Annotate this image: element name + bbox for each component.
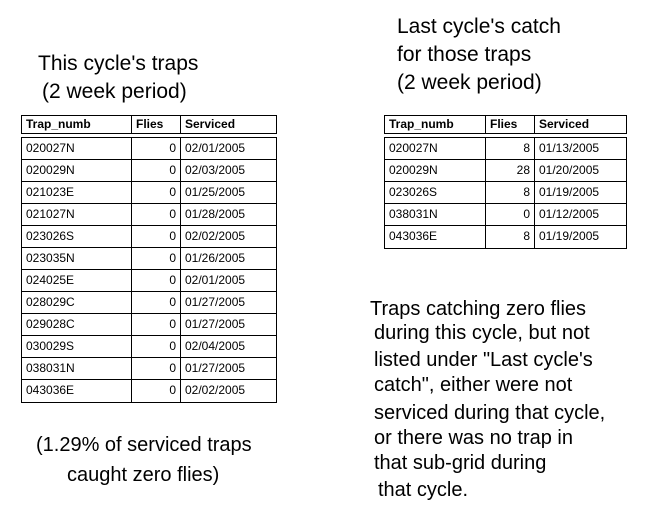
- cell-serviced: 01/28/2005: [185, 207, 246, 221]
- cell-serviced: 02/03/2005: [185, 163, 246, 177]
- table-row: [385, 204, 626, 226]
- cell-flies: 0: [132, 248, 181, 269]
- last-cycle-catch-table: [384, 115, 627, 249]
- cell-trap-numb: 038031N: [22, 358, 132, 379]
- note-line: serviced during that cycle,: [374, 402, 606, 424]
- table-row: [22, 182, 276, 204]
- right-heading-line2: for those traps: [397, 43, 532, 66]
- table-row: [22, 226, 276, 248]
- left-heading-line2: (2 week period): [42, 80, 187, 103]
- cell-flies: 0: [132, 292, 181, 313]
- cell-flies: 0: [132, 358, 181, 379]
- cell-trap-numb: 020027N: [22, 138, 132, 159]
- cell-serviced: 02/01/2005: [185, 141, 246, 155]
- table-row: [385, 138, 626, 160]
- note-line: catch", either were not: [374, 374, 573, 396]
- cell-flies: 0: [132, 160, 181, 181]
- this-cycle-traps-table: [21, 115, 277, 403]
- cell-trap-numb: 023026S: [385, 182, 486, 203]
- column-header-flies: Flies: [132, 116, 181, 133]
- cell-flies: 0: [132, 270, 181, 291]
- table-row: [385, 182, 626, 204]
- cell-trap-numb: 021023E: [22, 182, 132, 203]
- table-body: [384, 137, 627, 249]
- cell-serviced: 01/25/2005: [185, 185, 246, 199]
- cell-serviced: 01/19/2005: [539, 229, 600, 243]
- cell-flies: 0: [486, 204, 535, 225]
- right-heading-line3: (2 week period): [397, 71, 542, 94]
- note-line: listed under "Last cycle's: [374, 349, 593, 371]
- cell-serviced: 02/02/2005: [185, 229, 246, 243]
- cell-trap-numb: 020029N: [385, 160, 486, 181]
- column-header-serviced: Serviced: [185, 117, 236, 131]
- cell-serviced: 01/20/2005: [539, 163, 600, 177]
- note-line: that sub-grid during: [374, 452, 547, 474]
- cell-serviced: 01/27/2005: [185, 361, 246, 375]
- column-header-serviced: Serviced: [539, 117, 590, 131]
- cell-trap-numb: 021027N: [22, 204, 132, 225]
- note-line: Traps catching zero flies: [370, 298, 587, 320]
- cell-serviced: 01/27/2005: [185, 295, 246, 309]
- cell-flies: 28: [486, 160, 535, 181]
- table-row: [22, 160, 276, 182]
- cell-serviced: 01/26/2005: [185, 251, 246, 265]
- table-row: [22, 270, 276, 292]
- table-row: [385, 160, 626, 182]
- cell-flies: 8: [486, 226, 535, 248]
- table-row: [22, 358, 276, 380]
- cell-serviced: 02/02/2005: [185, 383, 246, 397]
- table-row: [22, 204, 276, 226]
- cell-trap-numb: 023035N: [22, 248, 132, 269]
- column-header-trap-numb: Trap_numb: [385, 116, 486, 133]
- cell-trap-numb: 020029N: [22, 160, 132, 181]
- cell-flies: 0: [132, 182, 181, 203]
- table-row: [22, 314, 276, 336]
- cell-serviced: 01/27/2005: [185, 317, 246, 331]
- table-row: [22, 336, 276, 358]
- cell-flies: 0: [132, 226, 181, 247]
- note-line: during this cycle, but not: [374, 322, 590, 344]
- cell-trap-numb: 024025E: [22, 270, 132, 291]
- cell-flies: 0: [132, 204, 181, 225]
- note-line: that cycle.: [378, 479, 469, 501]
- cell-serviced: 01/19/2005: [539, 185, 600, 199]
- cell-trap-numb: 038031N: [385, 204, 486, 225]
- table-header: [384, 115, 627, 134]
- table-header: [21, 115, 277, 134]
- cell-flies: 0: [132, 380, 181, 402]
- cell-trap-numb: 043036E: [385, 226, 486, 248]
- cell-flies: 8: [486, 182, 535, 203]
- cell-trap-numb: 023026S: [22, 226, 132, 247]
- table-row: [22, 138, 276, 160]
- table-row: [385, 226, 626, 248]
- right-heading-line1: Last cycle's catch: [397, 15, 561, 38]
- cell-trap-numb: 028029C: [22, 292, 132, 313]
- cell-flies: 0: [132, 314, 181, 335]
- cell-serviced: 02/01/2005: [185, 273, 246, 287]
- column-header-flies: Flies: [486, 116, 535, 133]
- cell-flies: 8: [486, 138, 535, 159]
- table-row: [22, 248, 276, 270]
- table-row: [22, 380, 276, 402]
- footnote-line2: caught zero flies): [67, 464, 220, 486]
- cell-serviced: 01/13/2005: [539, 141, 600, 155]
- cell-serviced: 01/12/2005: [539, 207, 600, 221]
- footnote-line1: (1.29% of serviced traps: [36, 434, 252, 456]
- cell-trap-numb: 030029S: [22, 336, 132, 357]
- left-heading-line1: This cycle's traps: [38, 52, 199, 75]
- column-header-trap-numb: Trap_numb: [22, 116, 132, 133]
- cell-flies: 0: [132, 138, 181, 159]
- table-row: [22, 292, 276, 314]
- cell-flies: 0: [132, 336, 181, 357]
- cell-serviced: 02/04/2005: [185, 339, 246, 353]
- note-line: or there was no trap in: [374, 427, 573, 449]
- cell-trap-numb: 029028C: [22, 314, 132, 335]
- cell-trap-numb: 020027N: [385, 138, 486, 159]
- table-body: [21, 137, 277, 403]
- cell-trap-numb: 043036E: [22, 380, 132, 402]
